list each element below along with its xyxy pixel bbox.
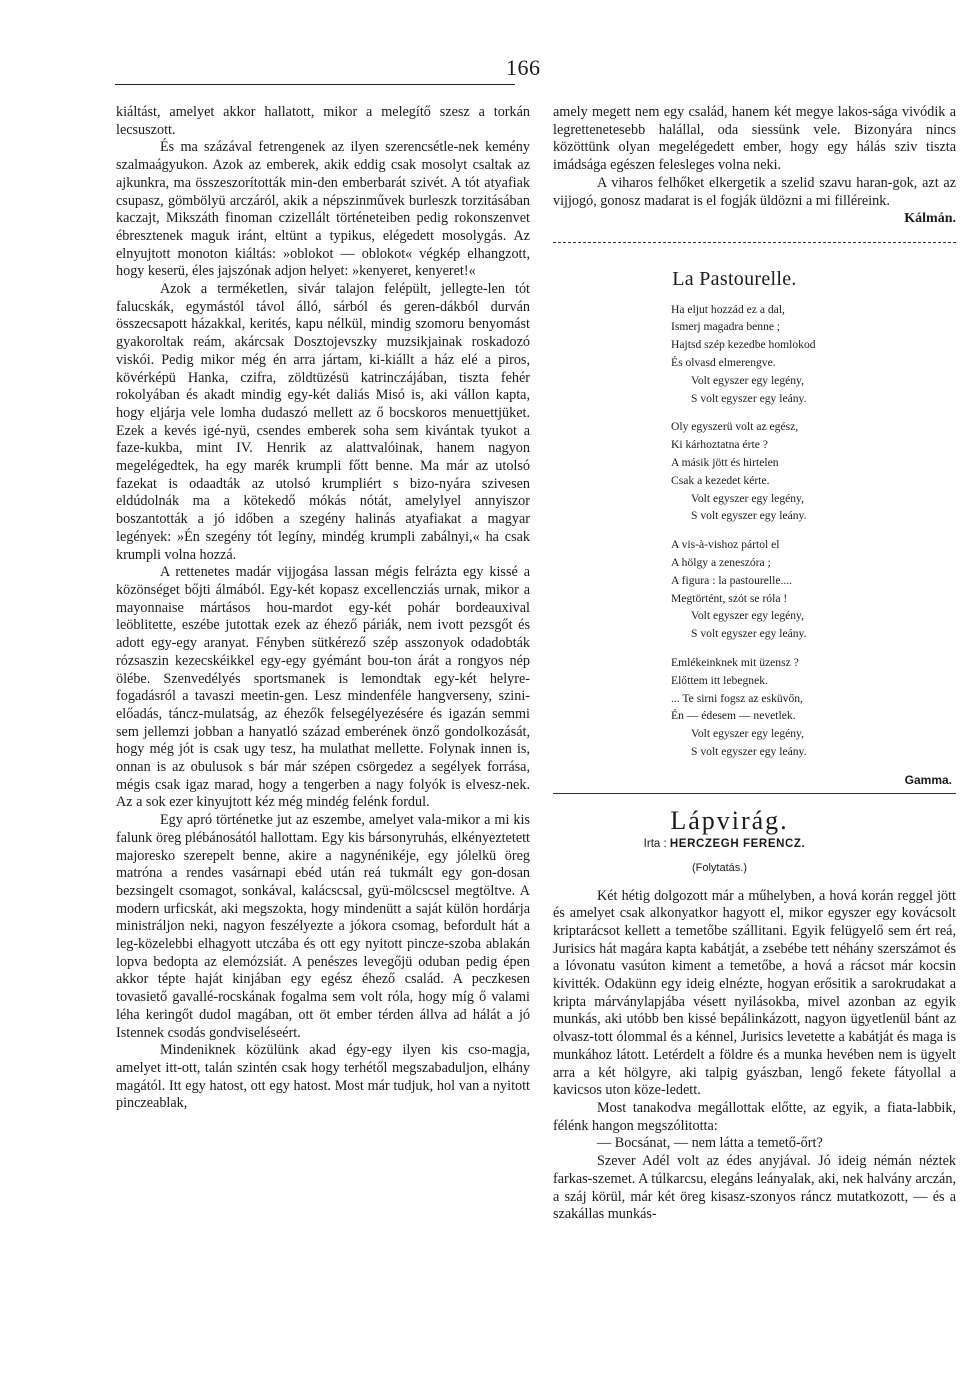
poem-line: Megtörtént, szót se róla ! (671, 591, 788, 605)
poem-refrain-line: S volt egyszer egy leány. (691, 509, 807, 523)
poem-refrain-line: Volt egyszer egy legény, (691, 373, 805, 387)
story-paragraph-2: Most tanakodva megállottak előtte, az egyik, a fiata-labbik, félénk hangon megszólitotta: (553, 1100, 956, 1134)
left-paragraph-4: A rettenetes madár vijjogása lassan mégis felrázta egy kissé a közönséget bőjti álmából. Egy-két kopasz excellencziás urnak, mikor a mayonnaise mártásos hou-mardot egy-két pohár bordeauxival leöblitette, eszébe jutottak ezek az éhező páriák, nem ivott pezsgőt és adott egy-egy aranyat. Fényben sütkérező szép asszonyok odadobták rózsaszin kezecskéikkel egy-egy gyémánt bou-ton árát a rongyos nép ölébe. Szenvedélyés sportsmanek is lemondtak egy-két helyre-fogadásról a tavaszi meetin-gen. Lesz mindenféle hangverseny, szini-előadás, táncz-mulatság, az éhezők felsegélyezésére és igazán semmi sem jellemzi jobban a hanyatló század emberének önző gondolkozását, hogy még jót is csak ugy tesz, ha mulathat mellette. Folynak innen is, onnan is az obulusok s bár már szépen csörgedez a segélyek forrása, mégis csak igaz marad, hogy a tengerben a nagy folyók is elvesz-nek. Az a sok ezer kinyujtott kéz még mindég felénk fordul. (116, 564, 530, 811)
right-paragraph-1: amely megett nem egy család, hanem két megye lakos-sága vivódik a legrettenetesebb halállal, oda siessünk vele. Bizonyára nincs közöttünk olyan megelégedett ember, hogy egy hálás sziv tiszta imádsága egészen felesleges volna neki. (553, 104, 956, 174)
right-column (553, 104, 956, 1224)
left-paragraph-5: Egy apró történetke jut az eszembe, amelyet vala-mikor a mi kis falunk öreg plébánosától hallottam. Egy kis bársonyruhás, elkényeztetett majoresko szerepelt benne, akire a nagynénikéje, egy jólelkü öreg matróna a rendes vasárnapi ebéd után reá tukmált egy gon-dosan bezsingelt csomagot, sonkával, kalácscsal, gyü-mölcscsel megtöltve. A modern urficskát, aki megszokta, hogy mindenütt a saját külön hordárja ministráljon neki, nagyon feszélyezte a jókora csomag, befordult hát a leg-közelebbi elhagyott utczába és ott egy nyitott pincze-szoba ablakán lopva bedopta az elemózsiát. A penészes levegőjü oduban pedig épen akkor tépte haját kinjában egy egész éhező család. A peczkesen tovasiető gavallé-rocskának fogalma sem volt róla, hogy míg ő valami léha keringőt dudol magában, ott öt ember térden állva ad hálát a jó Istennek csodás gondviseléseért. (116, 812, 530, 1041)
poem-line: Emlékeinknek mit üzensz ? (671, 655, 799, 669)
left-paragraph-6: Mindeniknek közülünk akad égy-egy ilyen kis cso-magja, amelyet itt-ott, talán szintén csak hogy terhétől megszabaduljon, elhány magától. Itt egy hatost, ott egy hatost. Most már tudjuk, hol van a nyitott pinczeablak, (116, 1042, 530, 1112)
poem-stanza-1 (671, 301, 956, 408)
page-number: 166 (506, 55, 541, 80)
byline-prefix: Irta : (643, 838, 667, 851)
poem-title: La Pastourelle. (672, 267, 797, 290)
poem-stanza-4 (671, 654, 956, 761)
story-byline (553, 836, 956, 854)
section-divider (553, 793, 956, 794)
poem-line: Én — édesem — nevetlek. (671, 709, 796, 723)
story-paragraph-1: Két hétig dolgozott már a műhelyben, a hová korán reggel jött és amelyet csak alkonyatkor hagyott el, mikor egyszer egy kovácsolt kriptarácsot kellett a temetőbe szállitani. Egyik felügyelő sem ért reá, Jurisics hát magára kapta kabátját, a zsebébe tett néhány szerszámot és a lóvonatu vasúton kiment a temetőbe, a hová a rácsot már kocsin kivitték. Odakünn egy ideig elnézte, hogyan erősitik a sarokrudakat a kripta márványlapjába vésett nyilásokba, mivel azonban az egyik munkás, aki utóbb ben kissé bepálinkázott, nagyon ügyetlenül bánt az olvasz-tott ólommal és a kénnel, Jurisics levetette a kabátját és maga is munkához látott. Letérdelt a földre és a munka hevében nem is ügyelt arra a két hölgyre, aki talpig gyászban, lengő fekete fátyollal a kavicsos uton köze-ledett. (553, 887, 956, 1099)
poem-stanza-3 (671, 536, 956, 643)
poem-line: ... Te sirni fogsz az esküvőn, (671, 691, 803, 705)
left-column (116, 104, 530, 1113)
right-paragraph-2: A viharos felhőket elkergetik a szelid szavu haran-gok, azt az vijjogó, gonosz madarat is el fogják üldözni a mi filléreink. (553, 174, 956, 209)
article-signature: Kálmán. (904, 211, 956, 227)
left-paragraph-3: Azok a terméketlen, sivár talajon felépült, jellegte-len tót falucskák, egymástól távol álló, sárból és geren-dákból durván összecsapott házakkal, kerités, kapu nélkül, mindig szomoru benyomást gyakoroltak reám, akárcsak Dosztojevszky muzsikjainak roskadozó viskói. Pedig mikor még én arra jártam, ki-kiállt a ház elé a piros, kövérképü Hanka, czifra, zöldtüzésü katrinczájában, tiszta fehér rokolyában és akadt mindig egy-két daliás Misó is, aki vállon kapta, hogy eljárja vele lomha dudaszó mellett az ő bocskoros menuettjüket. Ezek a kevés igé-nyü, csendes emberek soha sem kivántak tyukot a faze-kukba, mint IV. Henrik az alattvalóinak, hanem nagyon megelégedtek, ha egy marék krumpli főtt benne. Ma már az utolsó fazekat is odaadták az utolsó krumpliért s bizo-nyára szivesen eldúdolnák ma a kötekedő mókás nótát, amelylyel annyiszor boszantották a jó időben a szegény halinás atyafiakat a magyar legények: »Én szegény tót legíny, mindég krumpli zabálnyi,« ha csak krumpli volna hozzá. (116, 281, 530, 563)
section-divider (553, 242, 956, 243)
story-paragraph-3: — Bocsánat, — nem látta a temető-őrt? (597, 1135, 823, 1152)
poem-line: Előttem itt lebegnek. (671, 673, 768, 687)
poem-line: Ismerj magadra benne ; (671, 320, 781, 334)
poem (671, 301, 956, 761)
continuation-note: (Folytatás.) (691, 861, 747, 874)
left-paragraph-2: És ma százával fetrengenek az ilyen szerencsétle-nek kemény szalmaágyukon. Azok az emberek, akik eddig csak mosolyt csaltak az ajkunkra, ma összeszorították min-den emberbarát szivét. A tót atyafiak csupasz, gömbölyü arczáról, akik a népszinművek burleszk torzitásában kaczajt, Mikszáth finoman czizellált történeteiben pedig rokonszenvet ébresztenek maguk iránt, eltünt a typikus, elégedett mosolygás. Az elnyujtott monoton kiáltás: »oblokot — oblokot« végkép elhangzott, hogy keserü, éles jajszónak adjon helyet: »kenyeret, kenyeret!« (116, 139, 530, 280)
story-title: Lápvirág. (670, 806, 789, 836)
author-name: HERCZEGH FERENCZ. (669, 838, 806, 851)
poem-line: A másik jött és hirtelen (671, 456, 779, 469)
story-paragraph-4: Szever Adél volt az édes anyjával. Jó ideig némán néztek farkas-szemet. A túlkarcsu, elegáns leányalak, aki, nek halvány arczán, a száj körül, már két öreg kisasz-szonyos ráncz mutatkozott, — és a szakállas munkás- (553, 1153, 956, 1223)
poem-line: Hajtsd szép kezedbe homlokod (671, 338, 816, 352)
poem-refrain-line: Volt egyszer egy legény, (691, 609, 805, 623)
poem-line: A hölgy a zeneszóra ; (671, 555, 771, 569)
header-rule (115, 84, 515, 85)
poem-line: Csak a kezedet kérte. (671, 473, 770, 487)
poem-line: Oly egyszerü volt az egész, (671, 420, 799, 434)
poem-stanza-2 (671, 418, 956, 525)
poem-line: Ki kárhoztatna érte ? (671, 438, 768, 452)
poem-refrain-line: Volt egyszer egy legény, (691, 727, 805, 741)
poem-line: És olvasd elmerengve. (671, 356, 776, 370)
poem-line: Ha eljut hozzád ez a dal, (671, 302, 785, 316)
poem-refrain-line: S volt egyszer egy leány. (691, 391, 807, 405)
poem-refrain-line: S volt egyszer egy leány. (691, 744, 807, 758)
poem-signature: Gamma. (904, 772, 952, 787)
left-paragraph-1: kiáltást, amelyet akkor hallatott, mikor a melegítő szesz a torkán lecsuszott. (116, 104, 530, 138)
poem-refrain-line: S volt egyszer egy leány. (691, 627, 807, 641)
poem-refrain-line: Volt egyszer egy legény, (691, 491, 805, 505)
poem-line: A figura : la pastourelle.... (671, 573, 793, 587)
poem-line: A vis-à-vishoz pártol el (671, 538, 780, 552)
